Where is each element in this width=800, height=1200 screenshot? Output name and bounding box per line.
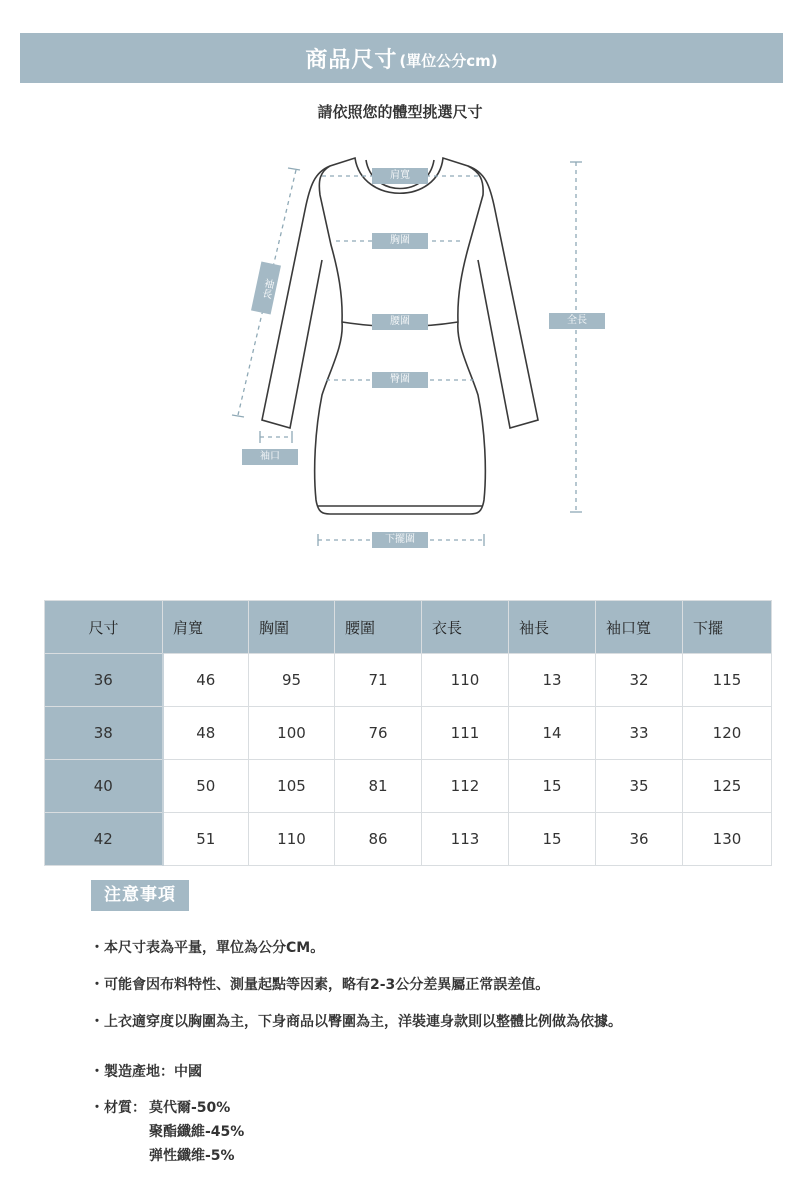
col-header-cuff: 袖口寬 xyxy=(596,601,683,654)
table-cell: 105 xyxy=(249,760,335,813)
table-cell: 76 xyxy=(335,707,422,760)
col-header-hem: 下擺 xyxy=(683,601,772,654)
col-header-size: 尺寸 xyxy=(45,601,163,654)
table-cell: 36 xyxy=(596,813,683,866)
dress-outline xyxy=(0,150,800,560)
col-header-length: 衣長 xyxy=(422,601,509,654)
header-title: 商品尺寸 xyxy=(305,47,398,73)
table-cell: 95 xyxy=(249,654,335,707)
label-hip: 臀圍 xyxy=(372,372,428,388)
table-cell: 130 xyxy=(683,813,772,866)
table-cell: 14 xyxy=(509,707,596,760)
col-header-sleeve: 袖長 xyxy=(509,601,596,654)
page-header xyxy=(20,33,783,83)
label-waist: 腰圍 xyxy=(372,314,428,330)
note-item: ・本尺寸表為平量，單位為公分CM。 xyxy=(90,940,325,956)
note-item: ・可能會因布料特性、測量起點等因素，略有2-3公分差異屬正常誤差值。 xyxy=(90,977,550,993)
table-cell: 112 xyxy=(422,760,509,813)
label-shoulder: 肩寬 xyxy=(372,168,428,184)
cell-size: 40 xyxy=(45,760,163,813)
material-item: 聚酯纖維-45% xyxy=(149,1124,245,1140)
cell-size: 38 xyxy=(45,707,163,760)
table-cell: 33 xyxy=(596,707,683,760)
table-cell: 86 xyxy=(335,813,422,866)
table-row xyxy=(45,654,772,707)
col-header-waist: 腰圍 xyxy=(335,601,422,654)
table-cell: 71 xyxy=(335,654,422,707)
table-cell: 111 xyxy=(422,707,509,760)
garment-diagram xyxy=(0,150,800,560)
label-total-length: 全長 xyxy=(549,313,605,329)
notes-title: 注意事項 xyxy=(91,880,189,911)
cell-size: 36 xyxy=(45,654,163,707)
table-cell: 110 xyxy=(249,813,335,866)
cell-size: 42 xyxy=(45,813,163,866)
label-sleeve-length: 袖長 xyxy=(251,261,281,314)
table-cell: 32 xyxy=(596,654,683,707)
table-cell: 13 xyxy=(509,654,596,707)
material-item: 弹性纖维-5% xyxy=(149,1148,235,1164)
table-cell: 110 xyxy=(422,654,509,707)
table-cell: 35 xyxy=(596,760,683,813)
table-row xyxy=(45,813,772,866)
origin-note: ・製造產地：中國 xyxy=(90,1064,202,1080)
table-cell: 50 xyxy=(163,760,249,813)
table-cell: 113 xyxy=(422,813,509,866)
col-header-shoulder: 肩寬 xyxy=(163,601,249,654)
table-row xyxy=(45,707,772,760)
table-header-row xyxy=(45,601,772,654)
material-item: 莫代爾-50% xyxy=(149,1100,231,1116)
header-unit: (單位公分cm) xyxy=(399,51,498,70)
table-cell: 15 xyxy=(509,760,596,813)
size-table xyxy=(44,600,772,866)
table-cell: 46 xyxy=(163,654,249,707)
table-cell: 48 xyxy=(163,707,249,760)
table-cell: 115 xyxy=(683,654,772,707)
label-cuff: 袖口 xyxy=(242,449,298,465)
material-label: ・材質： xyxy=(90,1100,146,1116)
table-cell: 100 xyxy=(249,707,335,760)
table-cell: 51 xyxy=(163,813,249,866)
table-cell: 120 xyxy=(683,707,772,760)
note-item: ・上衣適穿度以胸圍為主，下身商品以臀圍為主，洋裝連身款則以整體比例做為依據。 xyxy=(90,1014,622,1030)
subtitle: 請依照您的體型挑選尺寸 xyxy=(317,103,483,121)
label-chest: 胸圍 xyxy=(372,233,428,249)
col-header-chest: 胸圍 xyxy=(249,601,335,654)
table-cell: 125 xyxy=(683,760,772,813)
table-cell: 81 xyxy=(335,760,422,813)
label-hem: 下擺圍 xyxy=(372,532,428,548)
table-cell: 15 xyxy=(509,813,596,866)
table-row xyxy=(45,760,772,813)
